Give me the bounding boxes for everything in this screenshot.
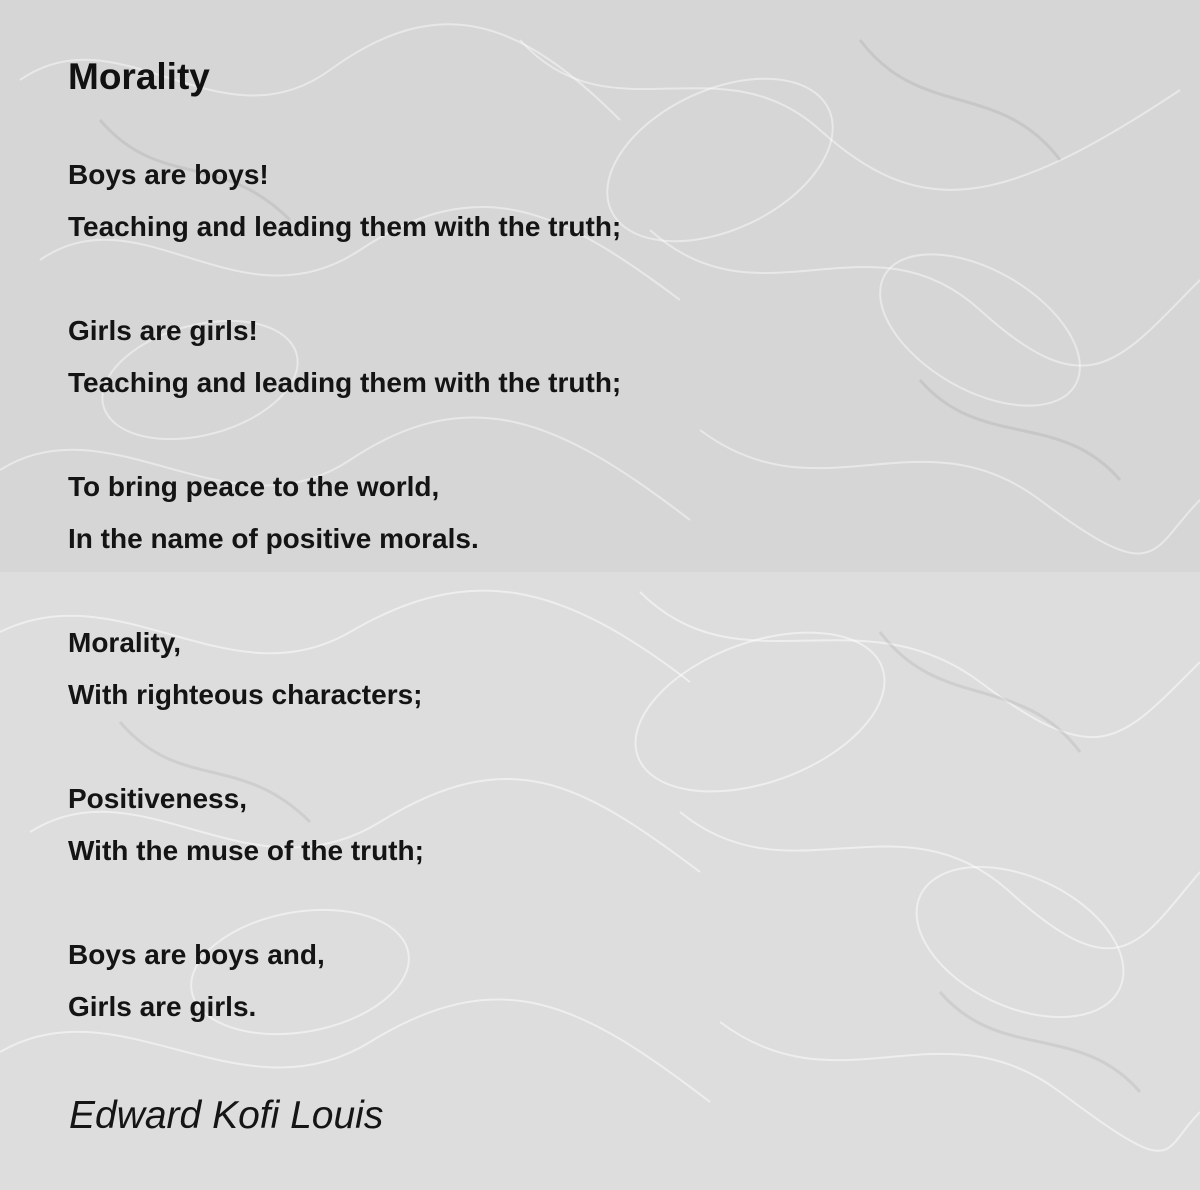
poem-line: Teaching and leading them with the truth;	[68, 367, 622, 398]
poem-author: Edward Kofi Louis	[69, 1094, 384, 1137]
poem-line: In the name of positive morals.	[68, 523, 479, 554]
poem-line: Morality,	[68, 627, 182, 658]
poem-title: Morality	[68, 56, 210, 97]
poem-line: Positiveness,	[68, 783, 247, 814]
poem-line: With righteous characters;	[68, 679, 423, 710]
poem-line: To bring peace to the world,	[68, 471, 440, 502]
poem-line: Boys are boys!	[68, 159, 269, 190]
poem-line: Teaching and leading them with the truth;	[68, 211, 622, 242]
poem-line: Girls are girls.	[68, 991, 257, 1022]
poem-line: With the muse of the truth;	[68, 835, 424, 866]
poem-line: Boys are boys and,	[68, 939, 325, 970]
poem-container	[68, 0, 1168, 1190]
poem-line: Girls are girls!	[68, 315, 258, 346]
